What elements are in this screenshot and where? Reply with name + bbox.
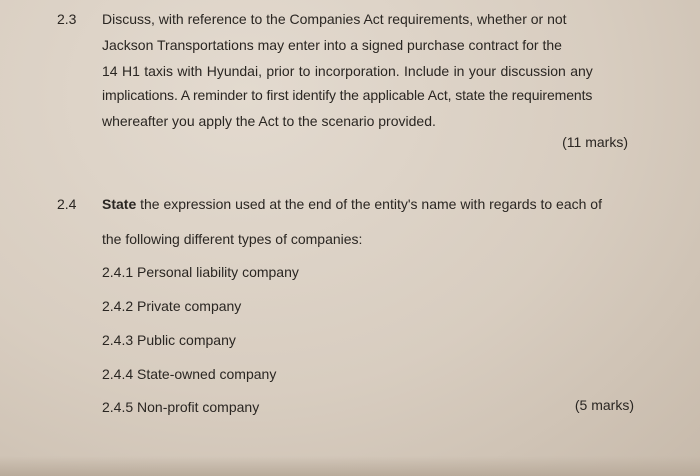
list-item: 2.4.1 Personal liability company [102,264,299,280]
list-item: 2.4.4 State-owned company [102,366,277,382]
marks-label: (5 marks) [574,397,634,413]
list-item: 2.4.2 Private company [102,298,242,314]
question-text: the expression used at the end of the entity's name with regards to each of [136,196,602,212]
list-item: 2.4.3 Public company [102,332,236,348]
bold-lead: State [102,196,137,212]
question-text-line: the following different types of companies: [102,231,363,247]
marks-label: (11 marks) [562,134,628,150]
question-text-line: Jackson Transportations may enter into a signed purchase contract for the [102,37,562,53]
page-shadow [0,456,700,476]
list-item: 2.4.5 Non-profit company [102,399,260,415]
question-number: 2.3 [57,11,77,27]
question-text-line: Discuss, with reference to the Companies Act requirements, whether or not [102,11,567,27]
question-text-line: 14 H1 taxis with Hyundai, prior to incorporation. Include in your discussion any [102,63,593,79]
question-text-line [102,196,602,212]
question-text-line: whereafter you apply the Act to the scenario provided. [102,113,436,129]
question-text-line: implications. A reminder to first identify the applicable Act, state the requirements [102,87,593,103]
question-number: 2.4 [57,196,77,212]
